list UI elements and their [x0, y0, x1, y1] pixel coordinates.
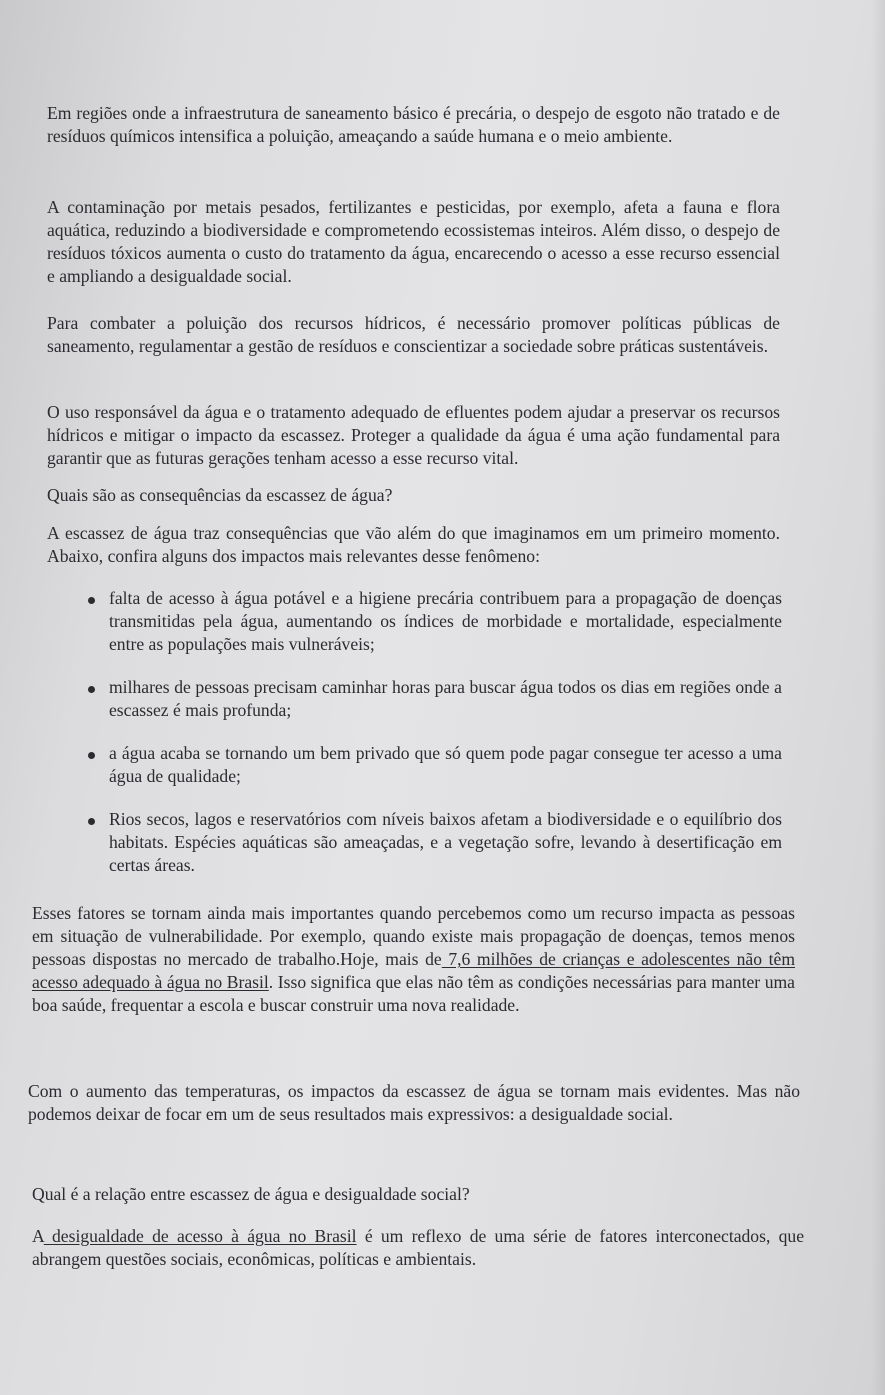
paragraph-combat-pollution: Para combater a poluição dos recursos hídricos, é necessário promover políticas públicas de saneamento, regulamentar a gestão de resíduos e conscientizar a sociedade sobre práticas sustentáveis. — [47, 313, 780, 356]
paragraph-impacts-intro: A escassez de água traz consequências que vão além do que imaginamos em um primeiro momento. Abaixo, confira alguns dos impactos mais relevantes desse fenômeno: — [47, 523, 780, 566]
list-item: a água acaba se tornando um bem privado que só quem pode pagar consegue ter acesso a uma água de qualidade; — [109, 743, 782, 786]
bullet-marker — [88, 686, 95, 693]
list-item: Rios secos, lagos e reservatórios com níveis baixos afetam a biodiversidade e o equilíbrio dos habitats. Espécies aquáticas são ameaçadas, e a vegetação sofre, levando à desertificação em certas áreas. — [109, 809, 782, 875]
paragraph-inequality-access — [32, 1225, 804, 1271]
paragraph-sanitation: Em regiões onde a infraestrutura de saneamento básico é precária, o despejo de esgoto não tratado e de resíduos químicos intensifica a poluição, ameaçando a saúde humana e o meio ambiente. — [47, 103, 780, 146]
link-water-inequality-brazil[interactable]: desigualdade de acesso à água no Brasil — [43, 1226, 357, 1246]
paragraph-responsible-use: O uso responsável da água e o tratamento adequado de efluentes podem ajudar a preservar os recursos hídricos e mitigar o impacto da escassez. Proteger a qualidade da água é uma ação fundamental para garantir que as futuras gerações tenham acesso a esse recurso vital. — [47, 402, 780, 468]
list-item: milhares de pessoas precisam caminhar horas para buscar água todos os dias em regiões onde a escassez é mais profunda; — [109, 677, 782, 720]
page-edge-shadow — [871, 0, 885, 1395]
bullet-marker — [88, 752, 95, 759]
paragraph-vulnerability-text-end: . Isso significa que elas não têm as condições necessárias para manter uma boa saúde, frequentar a escola e buscar construir uma nova realidade. — [32, 972, 795, 1015]
paragraph-contamination: A contaminação por metais pesados, fertilizantes e pesticidas, por exemplo, afeta a fauna e flora aquática, reduzindo a biodiversidade e comprometendo ecossistemas inteiros. Além disso, o despejo de resíduos tóxicos aumenta o custo do tratamento da água, encarecendo o acesso a esse recurso essencial e ampliando a desigualdade social. — [47, 197, 780, 286]
link-children-water-access[interactable]: 7,6 milhões de crianças e adolescentes não têm acesso adequado à água no Brasil — [32, 949, 795, 992]
paragraph-vulnerability — [32, 902, 795, 1017]
paragraph-vulnerability-text: Esses fatores se tornam ainda mais importantes quando percebemos como um recurso impacta as pessoas em situação de vulnerabilidade. Por exemplo, quando existe mais propagação de doenças, temos menos pessoas dispostas no mercado de trabalho.Hoje, mais de — [32, 903, 795, 969]
bullet-marker — [88, 818, 95, 825]
question-consequences: Quais são as consequências da escassez de água? — [47, 485, 393, 505]
bullet-marker — [88, 597, 95, 604]
paragraph-inequality-text: A — [32, 1226, 44, 1246]
paragraph-temperatures: Com o aumento das temperaturas, os impactos da escassez de água se tornam mais evidentes. Mas não podemos deixar de focar em um de seus resultados mais expressivos: a desigualdade social. — [28, 1081, 800, 1124]
paragraph-inequality-text-end: é um reflexo de uma série de fatores interconectados, que abrangem questões sociais, econômicas, políticas e ambientais. — [32, 1226, 805, 1269]
list-item: falta de acesso à água potável e a higiene precária contribuem para a propagação de doenças transmitidas pela água, aumentando os índices de morbidade e mortalidade, especialmente entre as populações mais vulneráveis; — [109, 588, 782, 654]
question-inequality: Qual é a relação entre escassez de água e desigualdade social? — [32, 1184, 470, 1204]
